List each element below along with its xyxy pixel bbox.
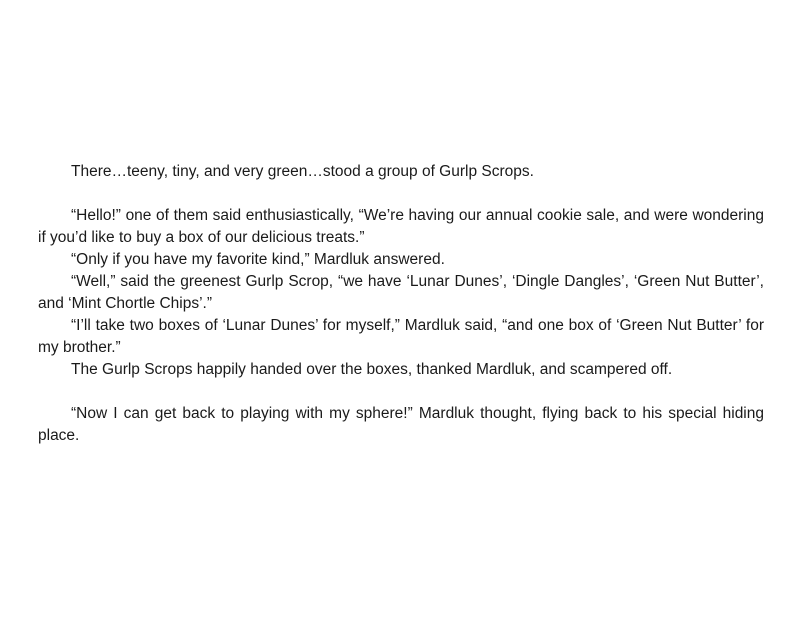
story-paragraph-3: “Only if you have my favorite kind,” Mardluk answered. [71, 251, 445, 268]
story-paragraph-6: The Gurlp Scrops happily handed over the boxes, thanked Mardluk, and scampered off. [71, 361, 673, 378]
story-paragraph-2: “Hello!” one of them said enthusiastically, “We’re having our annual cookie sale, and were wondering if you’d like to buy a box of our delicious treats.” [38, 207, 764, 246]
story-paragraph-4: “Well,” said the greenest Gurlp Scrop, “we have ‘Lunar Dunes’, ‘Dingle Dangles’, ‘Green Nut Butter’, and ‘Mint Chortle Chips’.” [38, 273, 764, 312]
story-paragraph-1: There…teeny, tiny, and very green…stood a group of Gurlp Scrops. [71, 163, 534, 180]
story-paragraph-7: “Now I can get back to playing with my sphere!” Mardluk thought, flying back to his special hiding place. [38, 405, 764, 444]
story-paragraph-5: “I’ll take two boxes of ‘Lunar Dunes’ for myself,” Mardluk said, “and one box of ‘Green Nut Butter’ for my brother.” [38, 317, 764, 356]
story-page [38, 161, 764, 447]
